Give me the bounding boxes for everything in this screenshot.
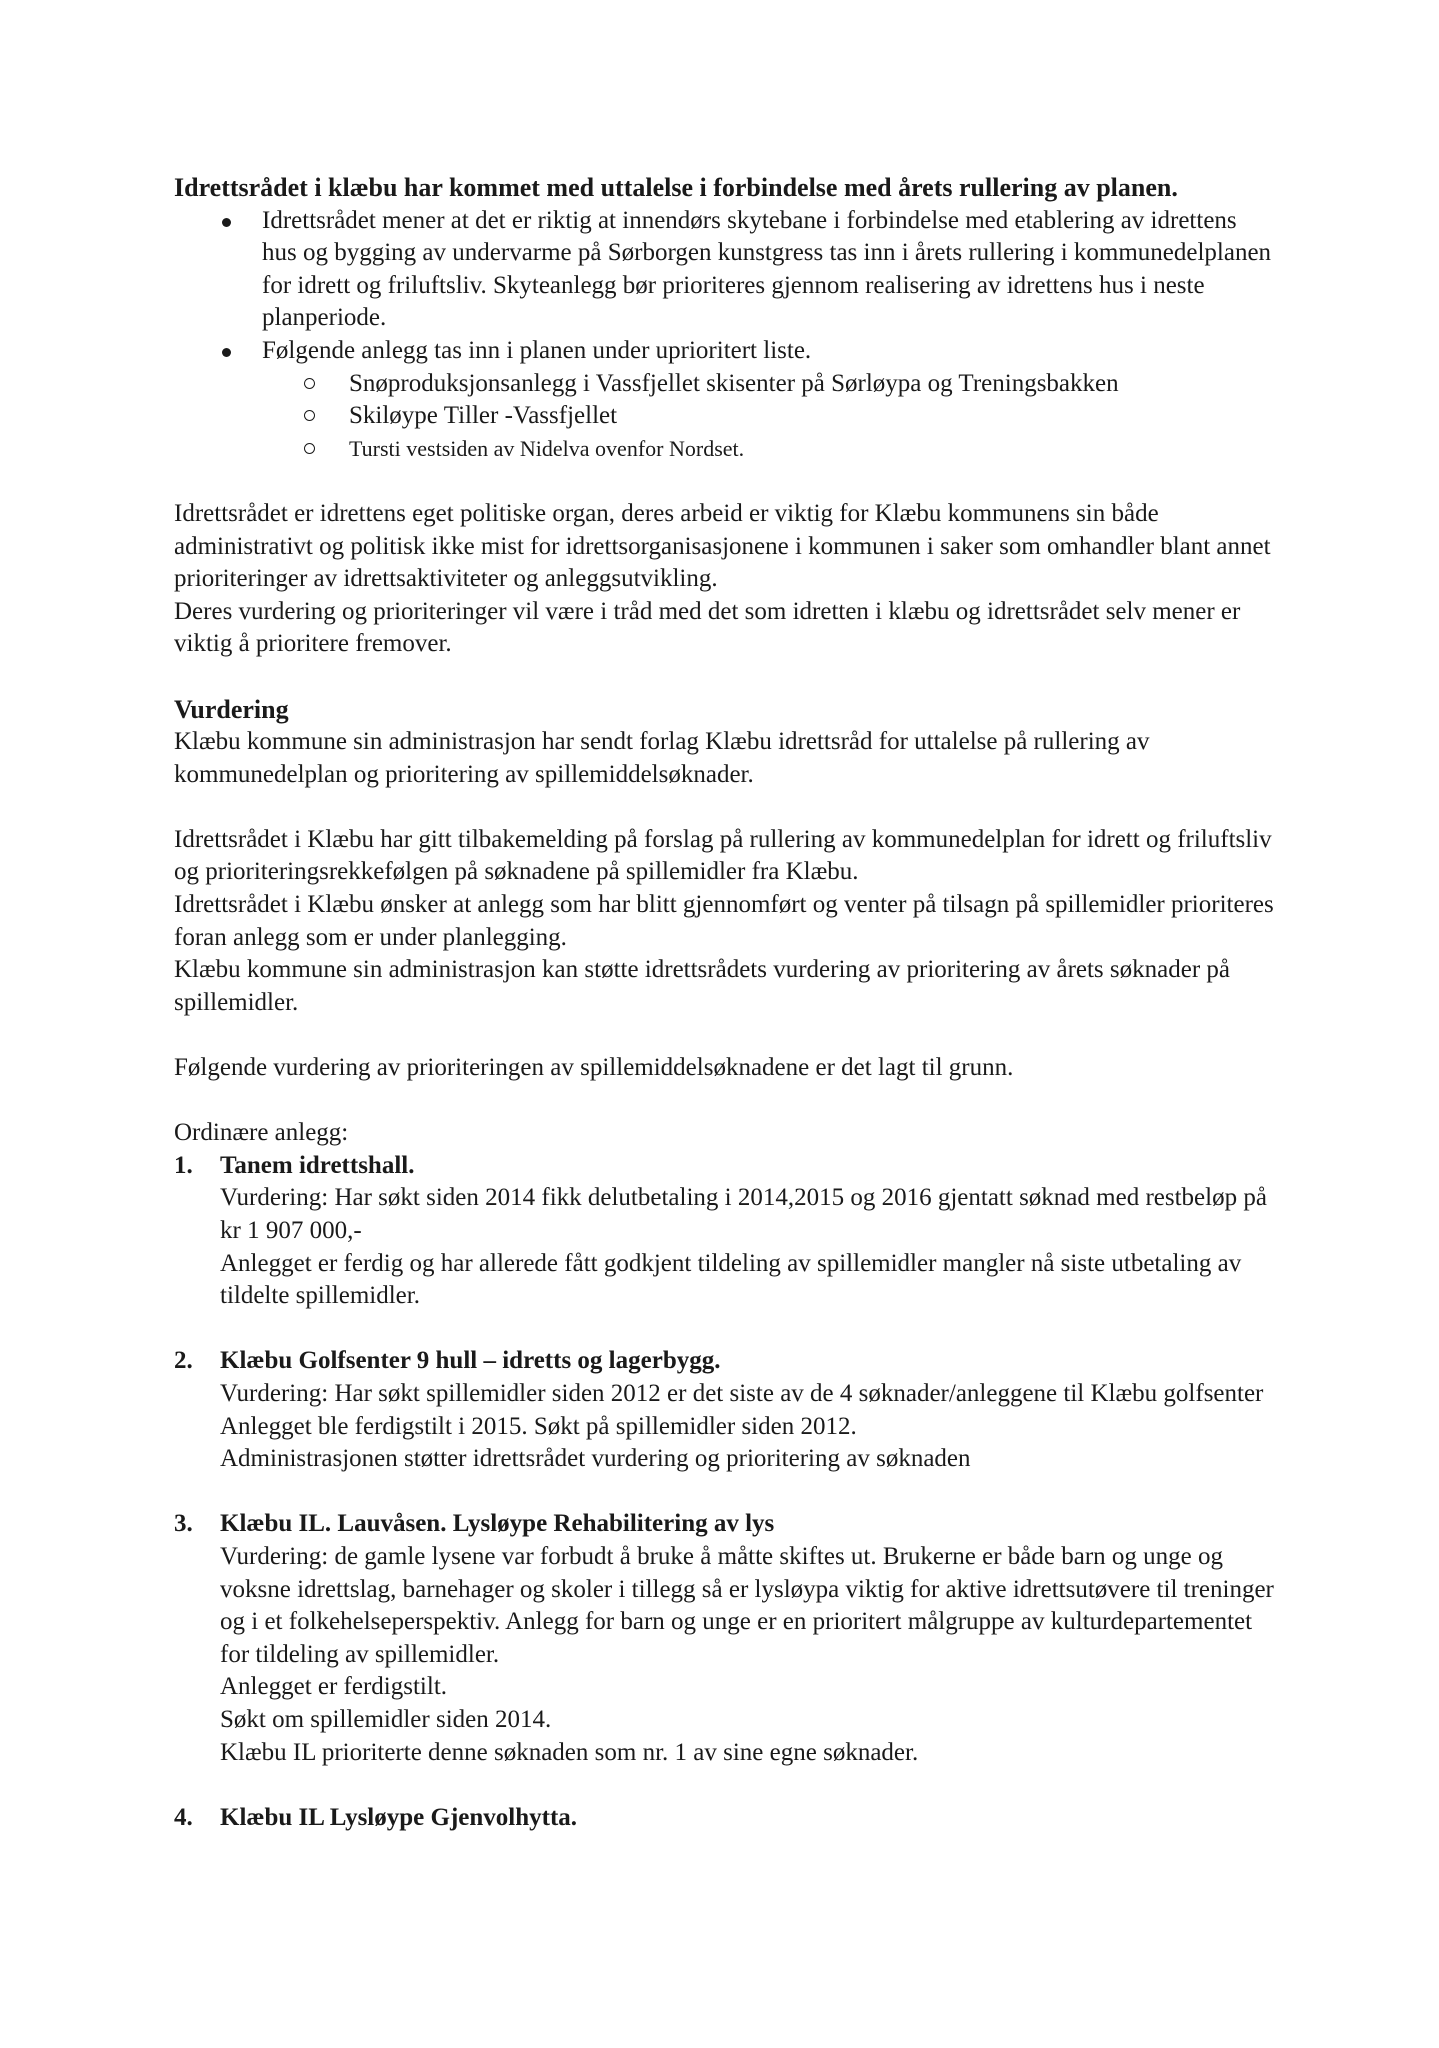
intro-heading: Idrettsrådet i klæbu har kommet med uttalelse i forbindelse med årets rullering av planen.	[174, 173, 1178, 202]
sub-bullet-text: Skiløype Tiller -Vassfjellet	[349, 402, 618, 430]
item-number: 2.	[174, 1347, 193, 1375]
vurdering-paragraph: Klæbu kommune sin administrasjon kan støtte idrettsrådets vurdering av prioritering av årets søknader på spillemidler.	[174, 956, 1231, 1016]
item-line: Vurdering: Har søkt spillemidler siden 2012 er det siste av de 4 søknader/anleggene til Klæbu golfsenter Anlegget ble ferdigstilt i 2015. Søkt på spillemidler siden 2012.	[220, 1379, 1264, 1440]
bullet-text: Følgende anlegg tas inn i planen under uprioritert liste.	[262, 336, 812, 364]
item-line: Klæbu IL prioriterte denne søknaden som nr. 1 av sine egne søknader.	[220, 1738, 919, 1766]
item-title: Klæbu IL. Lauvåsen. Lysløype Rehabilitering av lys	[220, 1510, 775, 1538]
item-line: Anlegget er ferdigstilt.	[220, 1673, 448, 1701]
sub-bullet-item	[174, 433, 1274, 466]
numbered-item	[174, 1802, 1274, 1835]
bullet-icon	[222, 348, 231, 357]
circle-bullet-icon	[304, 443, 315, 454]
sub-bullet-item	[174, 400, 1274, 433]
document-body	[174, 172, 1274, 1834]
sub-bullet-list	[262, 368, 1274, 466]
paragraph-priorities: Deres vurdering og prioriteringer vil være i tråd med det som idretten i klæbu og idrettsrådet selv mener er viktig å prioritere fremover.	[174, 597, 1241, 658]
spacer	[174, 1019, 1274, 1052]
spacer	[174, 1085, 1274, 1118]
circle-bullet-icon	[304, 378, 315, 389]
item-line: Administrasjonen støtter idrettsrådet vurdering og prioritering av søknaden	[220, 1445, 971, 1473]
vurdering-paragraph: Idrettsrådet i Klæbu ønsker at anlegg som har blitt gjennomført og venter på tilsagn på spillemidler prioriteres foran anlegg som er under planlegging.	[174, 891, 1274, 951]
item-title: Klæbu IL Lysløype Gjenvolhytta.	[220, 1803, 578, 1831]
item-title: Klæbu Golfsenter 9 hull – idretts og lagerbygg.	[220, 1347, 721, 1375]
circle-bullet-icon	[304, 410, 315, 421]
item-title: Tanem idrettshall.	[220, 1151, 415, 1179]
item-line: Anlegget er ferdig og har allerede fått godkjent tildeling av spillemidler mangler nå siste utbetaling av tildelte spillemidler.	[220, 1249, 1242, 1310]
vurdering-paragraph: Klæbu kommune sin administrasjon har sendt forlag Klæbu idrettsråd for uttalelse på rullering av kommunedelplan og prioritering av spillemiddelsøknader.	[174, 728, 1150, 788]
bullet-icon	[222, 218, 231, 227]
item-number: 4.	[174, 1803, 193, 1831]
bullet-item	[174, 335, 1274, 465]
sub-bullet-item	[174, 368, 1274, 401]
item-line: Vurdering: Har søkt siden 2014 fikk delutbetaling i 2014,2015 og 2016 gjentatt søknad med restbeløp på kr 1 907 000,-	[220, 1184, 1267, 1244]
numbered-item	[174, 1345, 1274, 1475]
item-number: 3.	[174, 1510, 193, 1538]
bullet-text: Idrettsrådet mener at det er riktig at innendørs skytebane i forbindelse med etablering av idrettens hus og bygging av undervarme på Sørborgen kunstgress tas inn i årets rullering i kommunedelplanen for idrett og friluftsliv. Skyteanlegg bør prioriteres gjennom realisering av idrettens hus i neste planperiode.	[262, 206, 1272, 332]
bullet-item	[174, 205, 1274, 335]
paragraph-organ: Idrettsrådet er idrettens eget politiske organ, deres arbeid er viktig for Klæbu kommunens sin både administrativt og politisk ikke mist for idrettsorganisasjonene i kommunen i saker som omhandler blant annet prioriteringer av idrettsaktiviteter og anleggsutvikling.	[174, 499, 1271, 593]
item-number: 1.	[174, 1151, 193, 1179]
spacer	[174, 791, 1274, 824]
intro-bullet-list	[174, 205, 1274, 466]
numbered-item	[174, 1508, 1274, 1769]
item-line: Vurdering: de gamle lysene var forbudt å bruke å måtte skiftes ut. Brukerne er både barn og unge og voksne idrettslag, barnehager og skoler i tillegg så er lysløypa viktig for aktive idrettsutøvere til treninger og i et folkehelseperspektiv. Anlegg for barn og unge er en prioritert målgruppe av kulturdepartementet for tildeling av spillemidler.	[220, 1542, 1274, 1668]
spacer	[174, 1476, 1274, 1509]
spacer	[174, 661, 1274, 694]
ordinary-label: Ordinære anlegg:	[174, 1119, 349, 1147]
sub-bullet-text: Snøproduksjonsanlegg i Vassfjellet skisenter på Sørløypa og Treningsbakken	[349, 369, 1119, 397]
spacer	[174, 465, 1274, 498]
spacer	[174, 1313, 1274, 1346]
vurdering-paragraph: Idrettsrådet i Klæbu har gitt tilbakemelding på forslag på rullering av kommunedelplan for idrett og friluftsliv og prioriteringsrekkefølgen på søknadene på spillemidler fra Klæbu.	[174, 825, 1272, 886]
sub-bullet-text: Tursti vestsiden av Nidelva ovenfor Nordset.	[349, 435, 745, 461]
vurdering-paragraph: Følgende vurdering av prioriteringen av spillemiddelsøknadene er det lagt til grunn.	[174, 1054, 1014, 1082]
numbered-item	[174, 1150, 1274, 1313]
spacer	[174, 1769, 1274, 1802]
vurdering-heading: Vurdering	[174, 694, 289, 724]
item-line: Søkt om spillemidler siden 2014.	[220, 1705, 552, 1733]
